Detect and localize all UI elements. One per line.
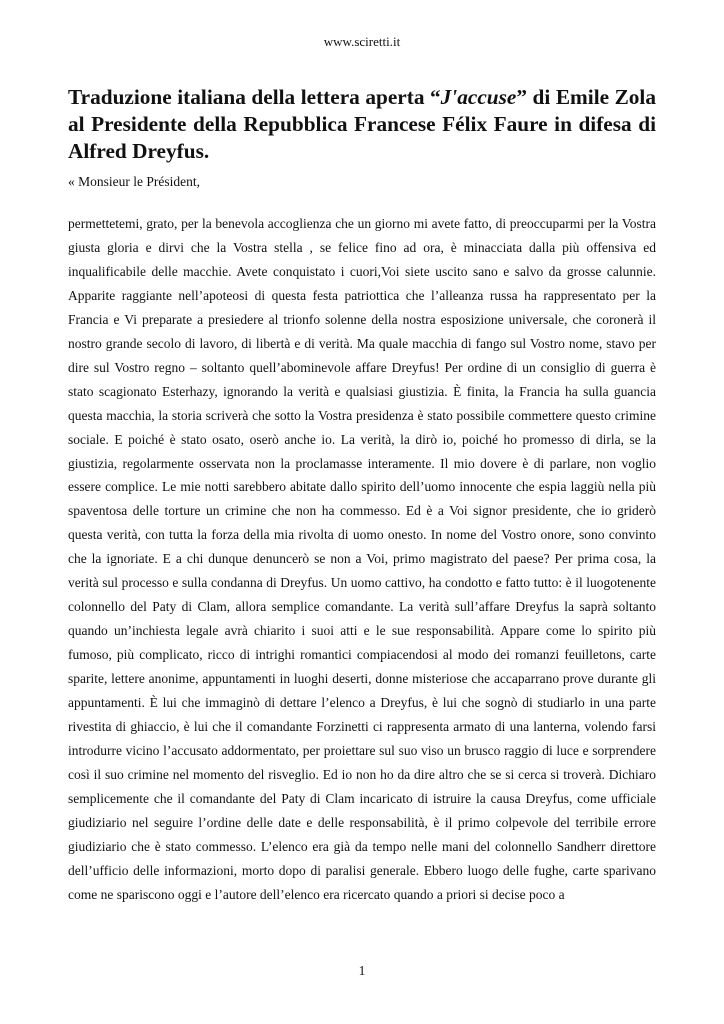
letter-body: permettetemi, grato, per la benevola accoglienza che un giorno mi avete fatto, di preoccuparmi per la Vostra giusta gloria e dirvi che la Vostra stella , se felice fino ad ora, è minacciata dalla più offensiva ed inqualificabile delle macchie. Avete conquistato i cuori,Voi siete uscito sano e salvo da grosse calunnie. Apparite raggiante nell’apoteosi di questa festa patriottica che l’alleanza russa ha rappresentato per la Francia e Vi preparate a presiedere al trionfo solenne della nostra esposizione universale, che coronerà il nostro grande secolo di lavoro, di libertà e di verità. Ma quale macchia di fango sul Vostro nome, stavo per dire sul Vostro regno – soltanto quell’abominevole affare Dreyfus! Per ordine di un consiglio di guerra è stato scagionato Esterhazy, ignorando la verità e qualsiasi giustizia. È finita, la Francia ha sulla guancia questa macchia, la storia scriverà che sotto la Vostra presidenza è stato possibile commettere questo crimine sociale. E poiché è stato osato, oserò anche io. La verità, la dirò io, poiché ho promesso di dirla, se la giustizia, regolarmente osservata non la proclamasse interamente. Il mio dovere è di parlare, non voglio essere complice. Le mie notti sarebbero abitate dallo spirito dell’uomo innocente che espia laggiù nella più spaventosa delle torture un crimine che non ha commesso. Ed è a Voi signor presidente, che io griderò questa verità, con tutta la forza della mia rivolta di uomo onesto. In nome del Vostro onore, sono convinto che la ignoriate. E a chi dunque denuncerò se non a Voi, primo magistrato del paese? Per prima cosa, la verità sul processo e sulla condanna di Dreyfus. Un uomo cattivo, ha condotto e fatto tutto: è il luogotenente colonnello del Paty di Clam, allora semplice comandante. La verità sull’affare Dreyfus la saprà soltanto quando un’inchiesta legale avrà chiarito i suoi atti e le sue responsabilità. Appare come lo spirito più fumoso, più complicato, ricco di intrighi romantici compiacendosi al modo dei romanzi feuilletons, carte sparite, lettere anonime, appuntamenti in luoghi deserti, donne misteriose che accaparrano prove durante gli appuntamenti. È lui che immaginò di dettare l’elenco a Dreyfus, è lui che sognò di studiarlo in una parte rivestita di ghiaccio, è lui che il comandante Forzinetti ci rappresenta armato di una lanterna, volendo farsi introdurre vicino l’accusato addormentato, per proiettare sul suo viso un brusco raggio di luce e sorprendere così il suo crimine nel momento del risveglio. Ed io non ho da dire altro che se si cerca si troverà. Dichiaro semplicemente che il comandante del Paty di Clam incaricato di istruire la causa Dreyfus, come ufficiale giudiziario nel seguire l’ordine delle date e delle responsabilità, è il primo colpevole del terribile errore giudiziario che è stato commesso. L’elenco era già da tempo nelle mani del colonnello Sandherr direttore dell’ufficio delle informazioni, morto dopo di paralisi generale. Ebbero luogo delle fughe, carte sparivano come ne spariscono oggi e l’autore dell’elenco era ricercato quando a priori si decise poco a [68, 216, 656, 902]
page-number: 1 [358, 963, 366, 978]
document-title [68, 84, 656, 165]
header-site-url: www.sciretti.it [323, 34, 401, 49]
salutation: « Monsieur le Président, [68, 174, 200, 189]
title-before: Traduzione italiana della lettera aperta “ [68, 85, 441, 109]
title-italic-jaccuse: J'accuse [440, 85, 517, 109]
title-after: ” di Emile Zola al Presidente della Repubblica Francese Félix Faure in difesa di Alfred Dreyfus. [68, 85, 656, 163]
